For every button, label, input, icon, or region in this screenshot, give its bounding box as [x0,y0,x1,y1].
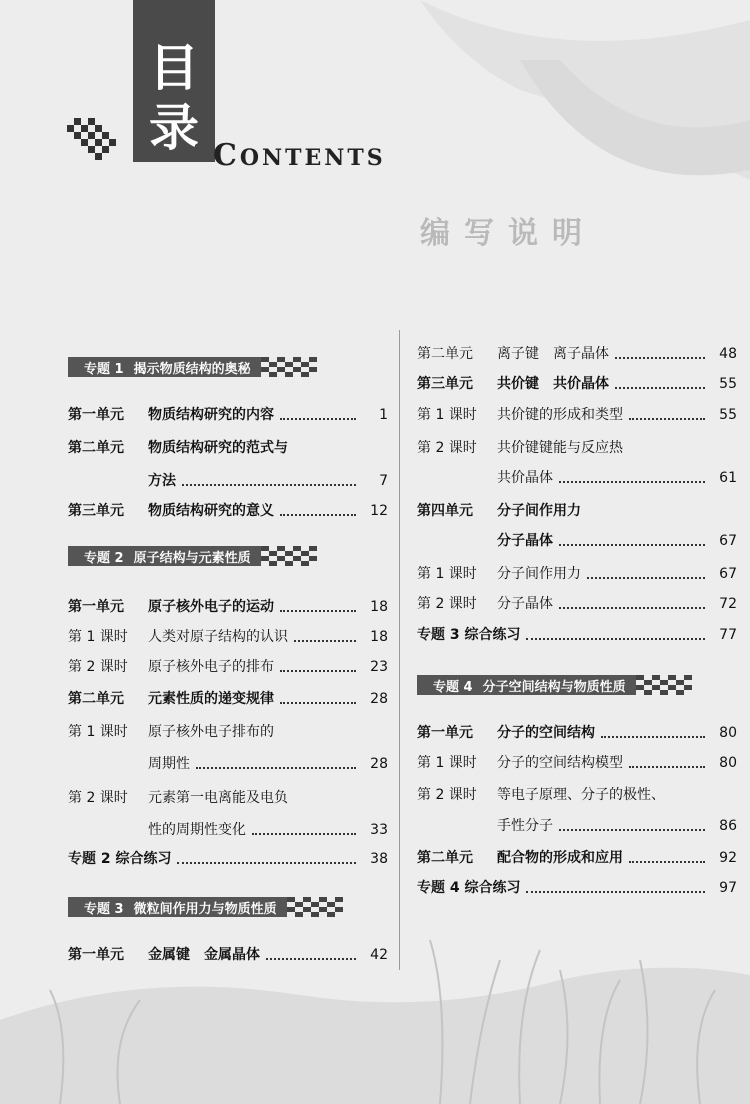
toc-entry[interactable] [68,596,388,618]
leader-dots [294,640,356,642]
leader-dots [615,387,705,389]
toc-entry[interactable] [68,626,388,648]
section-banner-label [417,675,636,695]
entry-label: 第 2 课时 [68,659,128,675]
entry-page-number: 61 [719,470,737,486]
banner-checker-icon [287,897,343,917]
entry-page-number: 72 [719,596,737,612]
section-number: 专题 2 [84,550,124,566]
toc-entry[interactable] [68,500,388,522]
watermark-heading: 编写说明 [420,216,596,251]
entry-label: 第四单元 [417,503,473,519]
entry-title: 手性分子 [497,818,553,834]
section-banner-label [68,897,287,917]
leader-dots [280,514,356,516]
entry-title: 性的周期性变化 [148,822,246,838]
leader-dots [177,862,356,864]
entry-title: 共价键的形成和类型 [497,407,623,423]
leader-dots [601,736,705,738]
toc-entry[interactable] [417,877,737,899]
entry-label: 第一单元 [68,599,124,615]
entry-title: 分子间作用力 [497,566,581,582]
entry-page-number: 80 [719,725,737,741]
entry-page-number: 7 [379,473,388,489]
toc-entry[interactable] [68,656,388,678]
entry-page-number: 97 [719,880,737,896]
entry-label: 第三单元 [68,503,124,519]
toc-entry[interactable] [417,343,737,365]
leader-dots [587,577,705,579]
leader-dots [629,418,705,420]
toc-entry[interactable] [417,404,737,426]
entry-label: 专题 3 综合练习 [417,627,521,643]
entry-title: 分子的空间结构模型 [497,755,623,771]
entry-label: 第 2 课时 [417,596,477,612]
leader-dots [526,891,705,893]
section-number: 专题 4 [433,679,473,695]
leader-dots [252,833,356,835]
toc-entry[interactable] [68,721,388,743]
leader-dots [629,766,705,768]
entry-page-number: 23 [370,659,388,675]
entry-page-number: 77 [719,627,737,643]
toc-entry[interactable] [417,847,737,869]
entry-page-number: 18 [370,629,388,645]
toc-entry[interactable] [417,563,737,585]
leader-dots [615,357,705,359]
section-banner-label [68,546,261,566]
toc-entry[interactable] [68,437,388,459]
toc-entry[interactable] [68,470,388,492]
entry-title: 物质结构研究的意义 [148,503,274,519]
toc-entry[interactable] [417,593,737,615]
section-banner-label [68,357,261,377]
leader-dots [559,481,705,483]
entry-page-number: 38 [370,851,388,867]
entry-label: 第 1 课时 [68,724,128,740]
entry-page-number: 28 [370,691,388,707]
leader-dots [559,607,705,609]
entry-page-number: 28 [370,756,388,772]
contents-initial: C [213,138,240,173]
toc-entry[interactable] [417,624,737,646]
entry-label: 第三单元 [417,376,473,392]
title-char-lu: 录 [149,98,199,157]
section-title: 揭示物质结构的奥秘 [133,361,251,377]
entry-title: 配合物的形成和应用 [497,850,623,866]
entry-label: 第一单元 [68,407,124,423]
entry-page-number: 12 [370,503,388,519]
entry-label: 第一单元 [68,947,124,963]
section-number: 专题 1 [84,361,124,377]
entry-title: 方法 [148,473,176,489]
entry-page-number: 48 [719,346,737,362]
leader-dots [266,958,356,960]
entry-title: 共价晶体 [497,470,553,486]
leader-dots [280,702,356,704]
leader-dots [559,544,705,546]
toc-entry[interactable] [417,530,737,552]
entry-label: 第二单元 [68,440,124,456]
banner-checker-icon [636,675,692,695]
leader-dots [196,767,356,769]
entry-label: 第二单元 [417,850,473,866]
section-title: 微粒间作用力与物质性质 [133,901,277,917]
toc-entry[interactable] [417,815,737,837]
entry-title: 离子键 离子晶体 [497,346,609,362]
toc-entry[interactable] [68,753,388,775]
toc-entry[interactable] [68,688,388,710]
entry-label: 专题 4 综合练习 [417,880,521,896]
entry-label: 第二单元 [68,691,124,707]
toc-entry[interactable] [417,373,737,395]
entry-title: 分子晶体 [497,533,553,549]
entry-label: 第二单元 [417,346,473,362]
leader-dots [559,829,705,831]
toc-entry[interactable] [68,787,388,809]
contents-rest: ONTENTS [239,145,386,171]
leader-dots [280,418,356,420]
entry-label: 第 1 课时 [417,566,477,582]
title-char-mu: 目 [149,38,199,97]
toc-entry[interactable] [417,437,737,459]
leader-dots [526,638,705,640]
entry-title: 周期性 [148,756,190,772]
entry-page-number: 1 [379,407,388,423]
banner-checker-icon [261,357,317,377]
section-title: 原子结构与元素性质 [133,550,251,566]
entry-label: 第 1 课时 [417,755,477,771]
leader-dots [182,484,356,486]
entry-title: 物质结构研究的内容 [148,407,274,423]
entry-title: 分子的空间结构 [497,725,595,741]
entry-title: 分子间作用力 [497,503,581,519]
section-banner [68,545,317,567]
leader-dots [280,670,356,672]
entry-page-number: 55 [719,376,737,392]
entry-page-number: 55 [719,407,737,423]
entry-title: 物质结构研究的范式与 [148,440,288,456]
entry-label: 第 2 课时 [417,440,477,456]
entry-page-number: 67 [719,533,737,549]
entry-title: 等电子原理、分子的极性、 [497,787,665,803]
entry-title: 共价键 共价晶体 [497,376,609,392]
banner-checker-icon [261,546,317,566]
entry-label: 专题 2 综合练习 [68,851,172,867]
entry-label: 第 2 课时 [417,787,477,803]
entry-label: 第 1 课时 [68,629,128,645]
section-banner [68,896,343,918]
entry-title: 原子核外电子的排布 [148,659,274,675]
toc-entry[interactable] [417,784,737,806]
toc-entry[interactable] [68,819,388,841]
entry-label: 第 2 课时 [68,790,128,806]
section-number: 专题 3 [84,901,124,917]
entry-title: 原子核外电子的运动 [148,599,274,615]
entry-title: 元素性质的递变规律 [148,691,274,707]
toc-entry[interactable] [68,944,388,966]
section-title: 分子空间结构与物质性质 [482,679,626,695]
toc-entry[interactable] [417,500,737,522]
entry-title: 金属键 金属晶体 [148,947,260,963]
entry-title: 元素第一电离能及电负 [148,790,288,806]
section-banner [68,356,317,378]
entry-page-number: 86 [719,818,737,834]
entry-label: 第 1 课时 [417,407,477,423]
entry-page-number: 33 [370,822,388,838]
entry-title: 人类对原子结构的认识 [148,629,288,645]
entry-page-number: 67 [719,566,737,582]
entry-page-number: 42 [370,947,388,963]
leader-dots [280,610,356,612]
entry-label: 第一单元 [417,725,473,741]
toc-entry[interactable] [417,467,737,489]
toc-entry[interactable] [417,722,737,744]
entry-title: 共价键键能与反应热 [497,440,623,456]
leader-dots [629,861,705,863]
toc-entry[interactable] [68,848,388,870]
toc-entry[interactable] [68,404,388,426]
entry-page-number: 92 [719,850,737,866]
entry-page-number: 18 [370,599,388,615]
entry-title: 分子晶体 [497,596,553,612]
entry-title: 原子核外电子排布的 [148,724,274,740]
entry-page-number: 80 [719,755,737,771]
section-banner [417,674,692,696]
toc-entry[interactable] [417,752,737,774]
